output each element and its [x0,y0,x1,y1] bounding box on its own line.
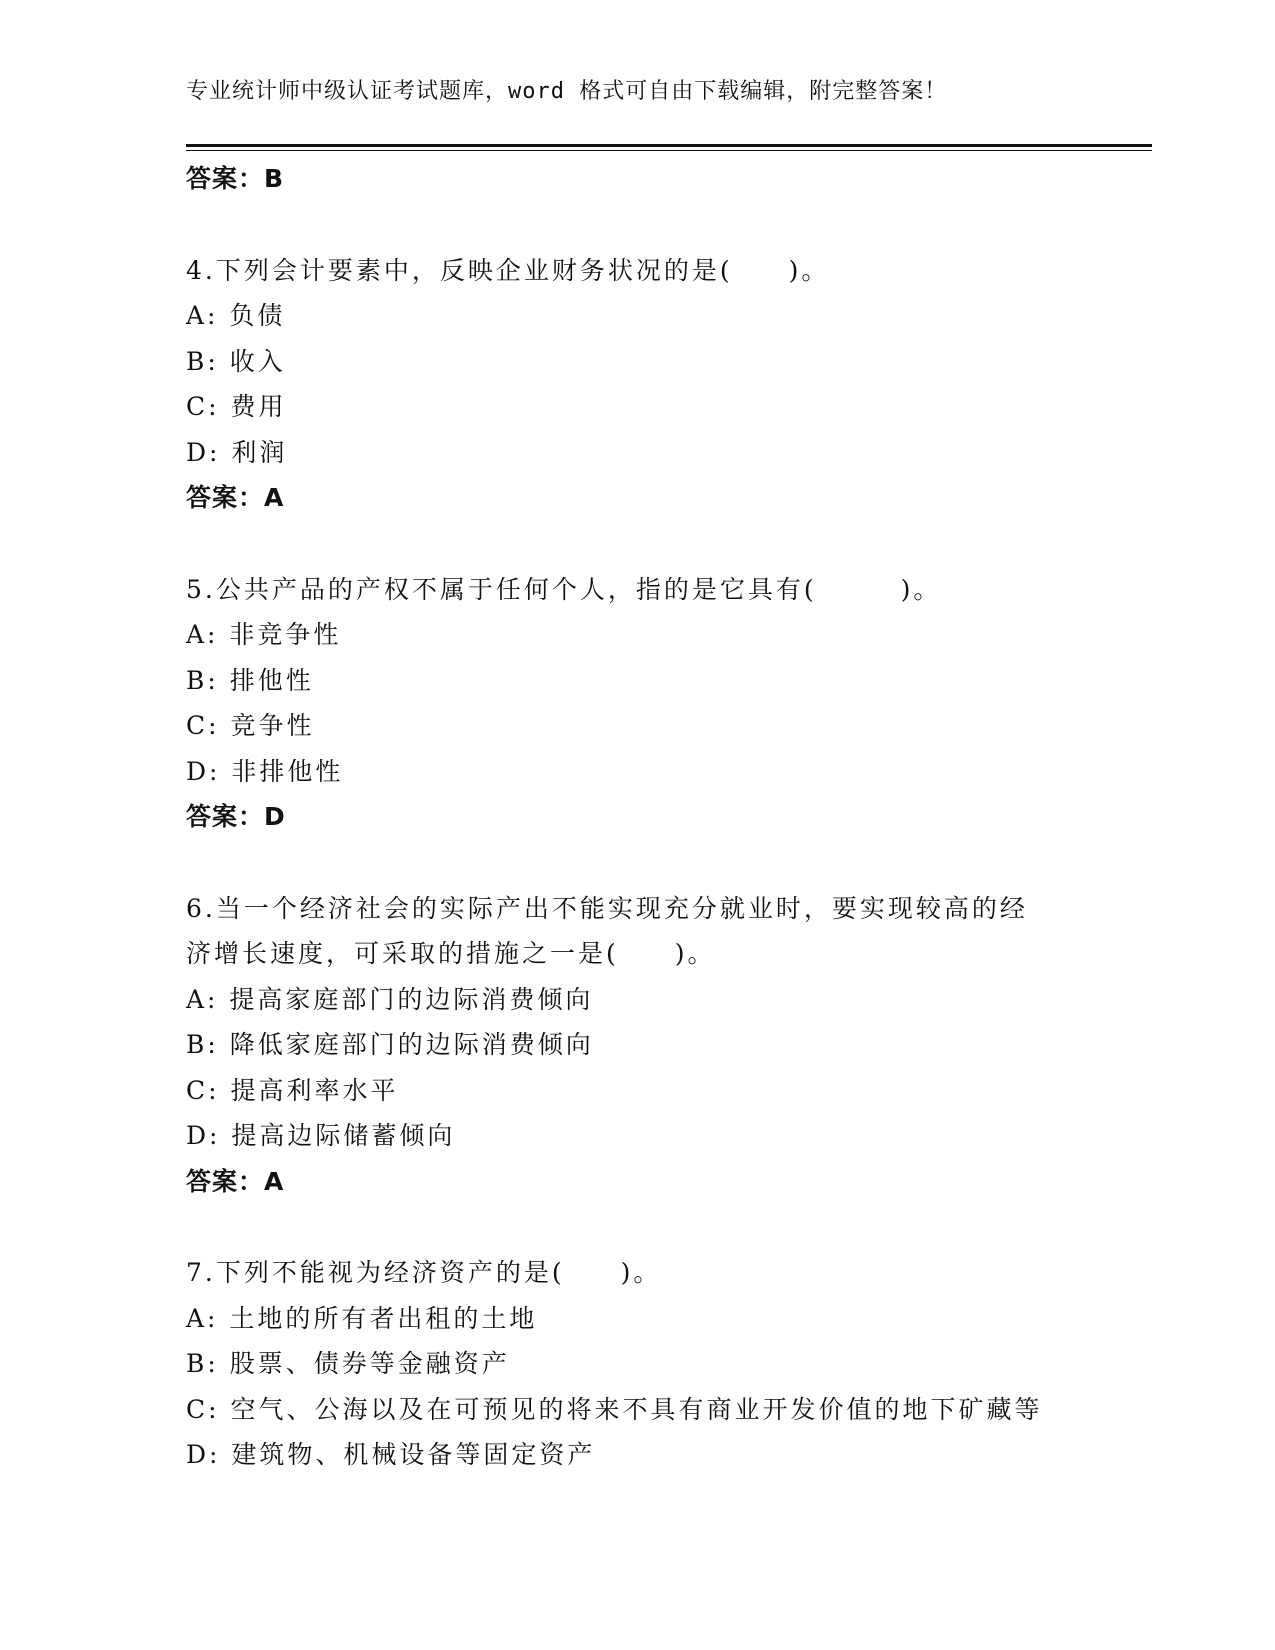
option-a: A: 土地的所有者出租的土地 [186,1303,538,1333]
page-header: 专业统计师中级认证考试题库，word 格式可自由下载编辑，附完整答案！ [186,79,948,104]
option-c: C: 空气、公海以及在可预见的将来不具有商业开发价值的地下矿藏等 [186,1394,1043,1424]
questions-content [186,156,1106,1478]
option-d: D: 提高边际储蓄倾向 [186,1121,456,1150]
answer-line: 答案：B [186,164,285,193]
question-7 [186,1250,1106,1478]
option-c: C: 竞争性 [186,711,315,740]
header-rule-thin [186,150,1152,151]
header-rule-thick [186,144,1152,147]
option-c: C: 提高利率水平 [186,1075,399,1105]
option-b: B: 收入 [186,346,286,376]
option-d: D: 利润 [186,437,288,467]
option-a: A: 非竞争性 [186,620,342,649]
option-a: A: 负债 [186,301,286,330]
option-d: D: 建筑物、机械设备等固定资产 [186,1440,596,1469]
question-6 [186,886,1106,1205]
spacer [186,202,1106,248]
option-b: B: 降低家庭部门的边际消费倾向 [186,1030,594,1059]
question-4 [186,248,1106,521]
question-stem: 4.下列会计要素中，反映企业财务状况的是( )。 [186,255,830,285]
option-b: B: 排他性 [186,665,314,695]
option-a: A: 提高家庭部门的边际消费倾向 [186,984,594,1014]
question-stem: 5.公共产品的产权不属于任何个人，指的是它具有( )。 [186,574,942,604]
answer-line: 答案：D [186,802,286,831]
answer-line: 答案：A [186,1166,285,1196]
question-5 [186,567,1106,840]
option-b: B: 股票、债券等金融资产 [186,1349,510,1378]
spacer [186,1204,1106,1250]
question-stem-line-2: 济增长速度，可采取的措施之一是( )。 [186,939,716,968]
option-c: C: 费用 [186,392,287,421]
spacer [186,521,1106,567]
question-stem-line-1: 6.当一个经济社会的实际产出不能实现充分就业时，要实现较高的经 [186,893,1028,923]
option-d: D: 非排他性 [186,756,344,786]
spacer [186,840,1106,886]
question-stem: 7.下列不能视为经济资产的是( )。 [186,1258,662,1287]
answer-line: 答案：A [186,483,285,512]
